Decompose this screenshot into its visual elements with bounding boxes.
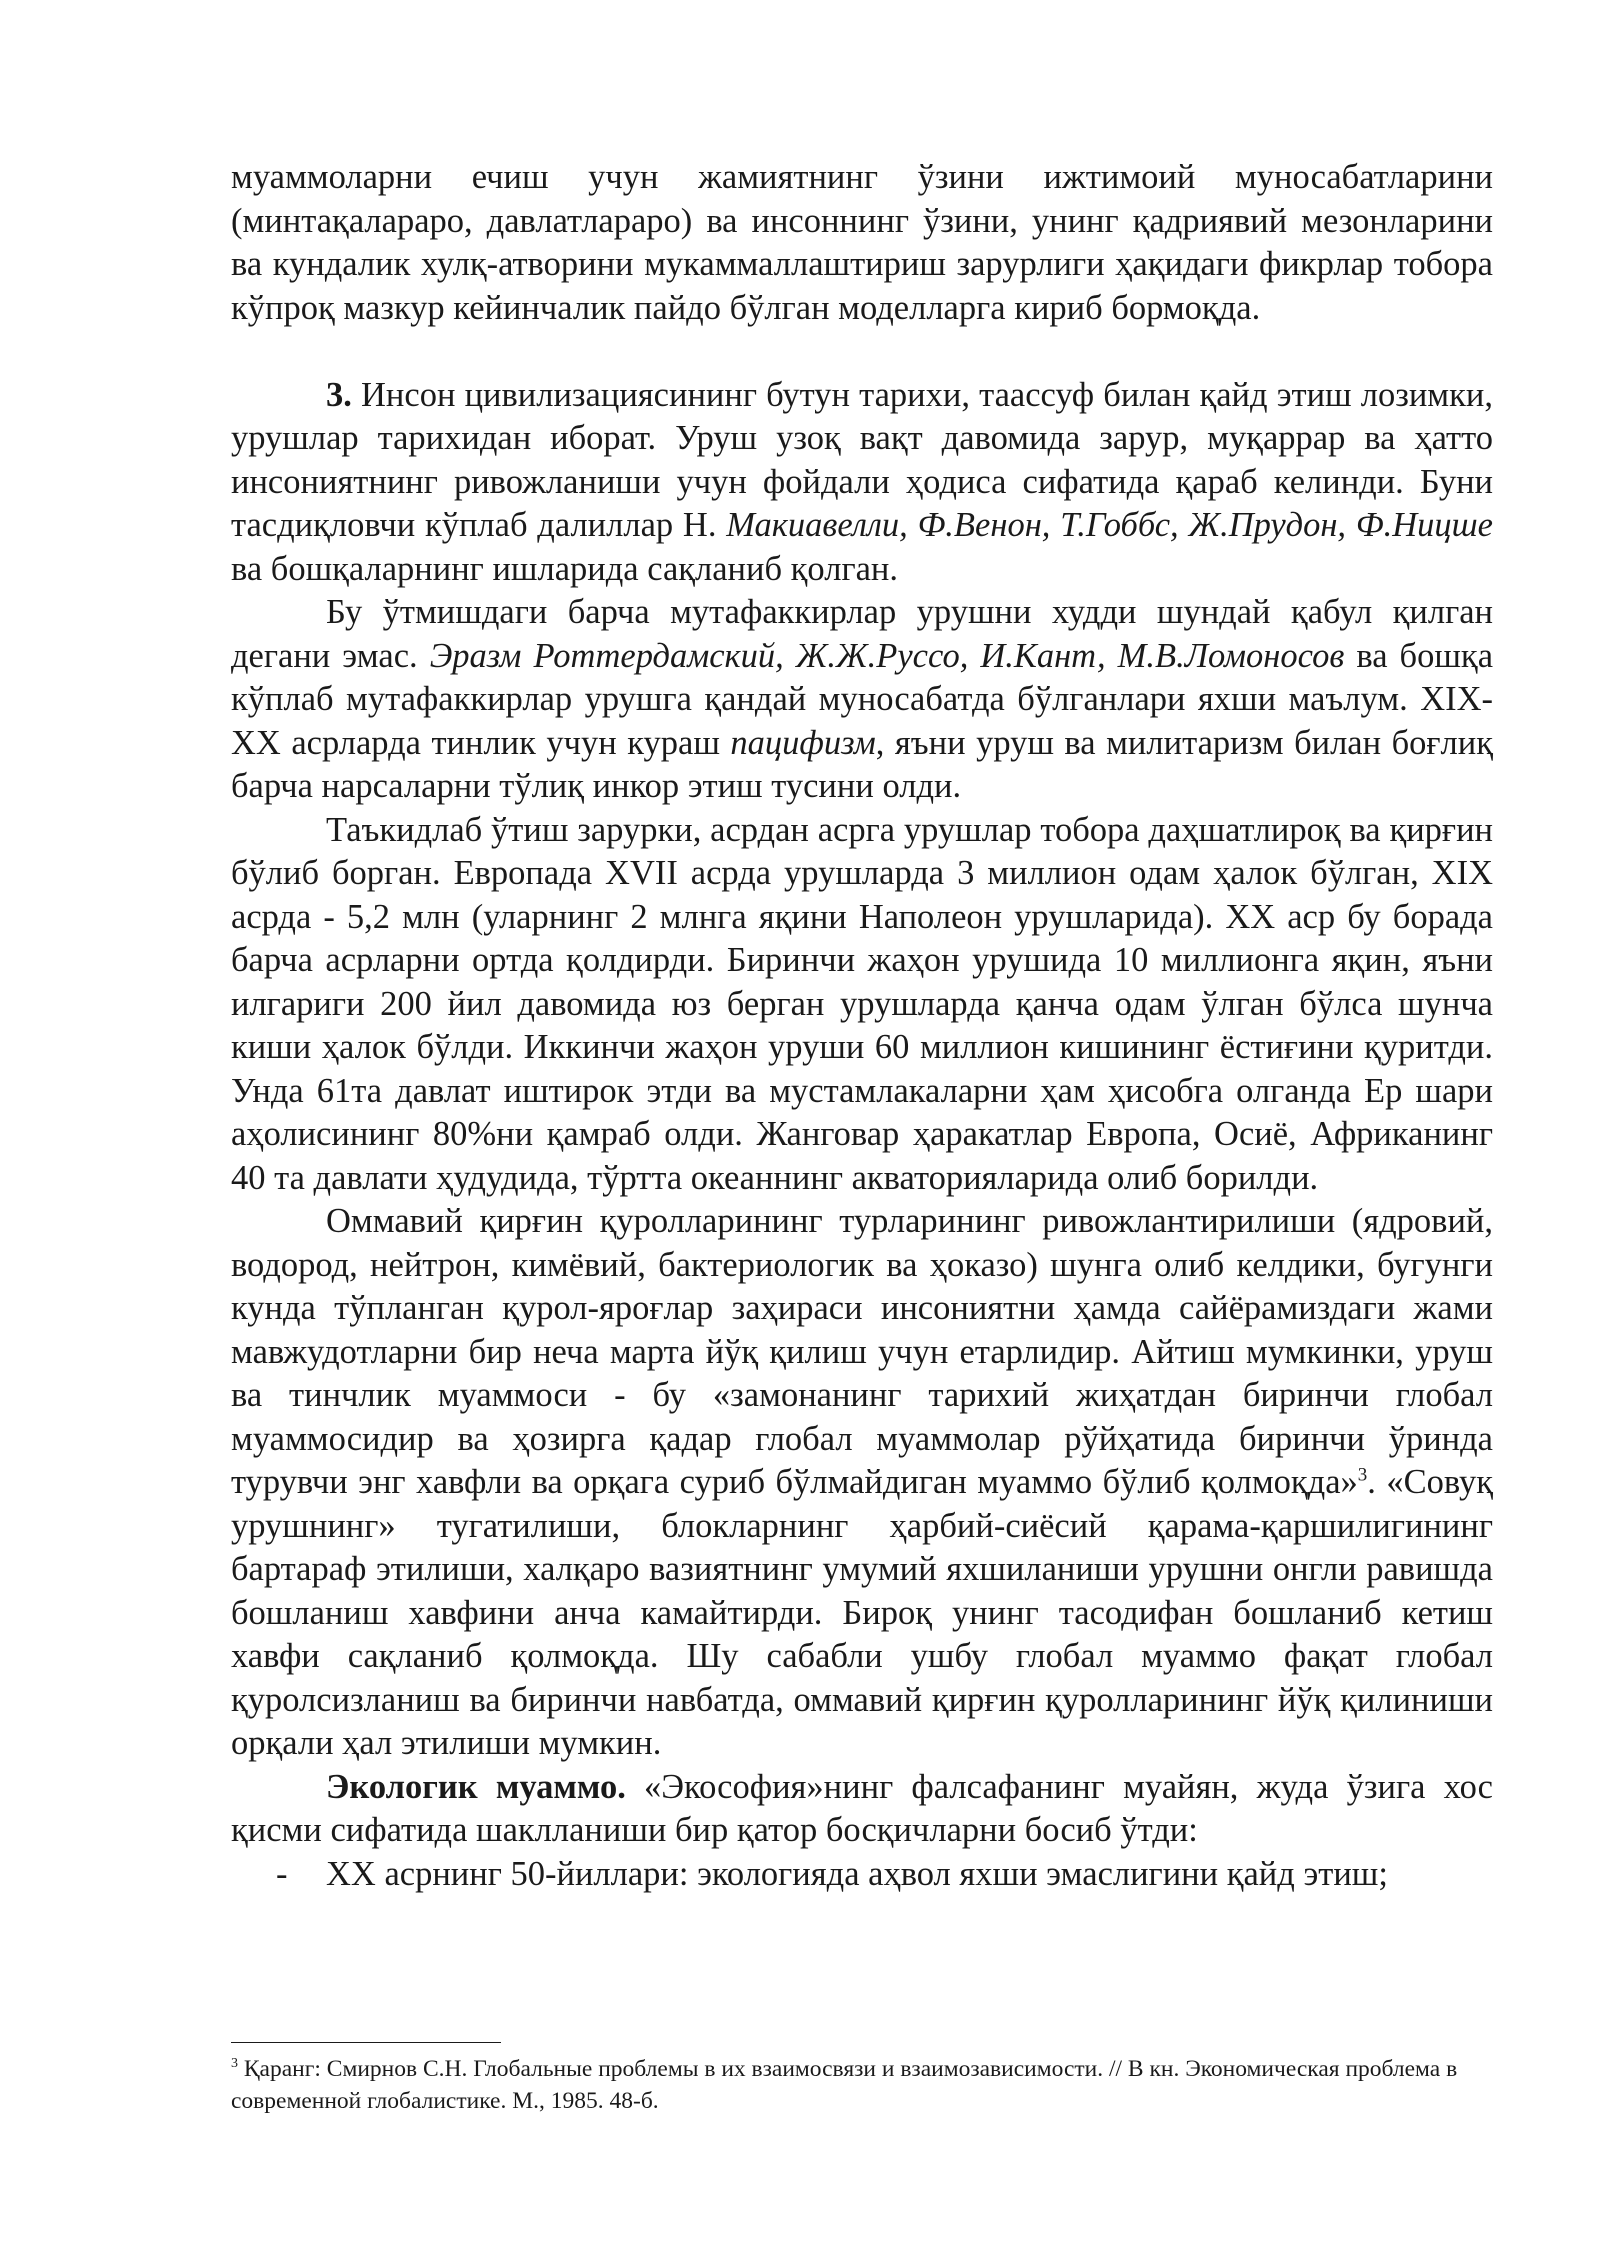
footnote-separator	[231, 2042, 501, 2043]
section-heading: Экологик муаммо.	[326, 1767, 626, 1806]
list-item: - XX асрнинг 50-йиллари: экологияда аҳвол яхши эмаслигини қайд этиш;	[231, 1853, 1493, 1897]
body-text	[231, 156, 1493, 1896]
footnote	[231, 2053, 1493, 2117]
paragraph-section-3: 3. Инсон цивилизациясининг бутун тарихи, таассуф билан қайд этиш лозимки, урушлар тарихидан иборат. Уруш узоқ вақт давомида зарур, муқаррар ва ҳатто инсониятнинг ривожланиши учун фойдали ҳодиса сифатида қараб келинди. Буни тасдиқловчи кўплаб далиллар Н. Макиавелли, Ф.Венон, Т.Гоббс, Ж.Прудон, Ф.Ницше ва бошқаларнинг ишларида сақланиб қолган.	[231, 375, 1493, 588]
footnote-number: 3	[231, 2056, 238, 2072]
paragraph-thinkers: Бу ўтмишдаги барча мутафаккирлар урушни худди шундай қабул қилган дегани эмас. Эразм Роттердамский, Ж.Ж.Руссо, И.Кант, М.В.Ломоносов ва бошқа кўплаб мутафаккирлар урушга қандай муносабатда бўлганлари яхши маълум. XIX-XX асрларда тинлик учун кураш пацифизм, яъни уруш ва милитаризм билан боғлиқ барча нарсаларни тўлиқ инкор этиш тусини олди.	[231, 593, 1494, 805]
list-dash: -	[276, 1854, 288, 1893]
paragraph-war-casualties: Таъкидлаб ўтиш зарурки, асрдан асрга урушлар тобора даҳшатлироқ ва қирғин бўлиб борган. Европада XVII асрда урушларда 3 миллион одам ҳалок бўлган, XIX асрда - 5,2 млн (уларнинг 2 млнга яқини Наполеон урушларида). XX аср бу борада барча асрларни ортда қолдирди. Биринчи жаҳон урушида 10 миллионга яқин, яъни илгариги 200 йил давомида юз берган урушларда қанча одам ўлган бўлса шунча киши ҳалок бўлди. Иккинчи жаҳон уруши 60 миллион кишининг ёстиғини қуритди. Унда 61та давлат иштирок этди ва мустамлакаларни ҳам ҳисобга олганда Ер шари аҳолисининг 80%ни қамраб олди. Жанговар ҳаракатлар Европа, Осиё, Африканинг 40 та давлати ҳудудида, тўртта океаннинг акваторияларида олиб борилди.	[231, 810, 1493, 1197]
footnote-text: Қаранг: Смирнов С.Н. Глобальные проблемы в их взаимосвязи и взаимозависимости. // В кн. Экономическая проблема в современной глобалистике. М., 1985. 48-б.	[231, 2056, 1458, 2114]
paragraph-intro: муаммоларни ечиш учун жамиятнинг ўзини ижтимоий муносабатларини (минтақалараро, давлатлараро) ва инсоннинг ўзини, унинг қадриявий мезонларини ва кундалик хулқ-атворини мукаммаллаштириш зарурлиги ҳақидаги фикрлар тобора кўпроқ мазкур кейинчалик пайдо бўлган моделларга кириб бормоқда.	[231, 158, 1493, 327]
italic-names: Макиавелли, Ф.Венон, Т.Гоббс, Ж.Прудон, Ф.Ницше	[726, 506, 1493, 544]
section-number: 3.	[326, 375, 352, 414]
paragraph-mass-destruction: Оммавий қирғин қуролларининг турларининг ривожлантирилиши (ядровий, водород, нейтрон, кимёвий, бактериологик ва ҳоказо) шунга олиб келдики, бугунги кунда тўпланган қурол-яроғлар заҳираси инсониятни ҳамда сайёрамиздаги жами мавжудотларни бир неча марта йўқ қилиш учун етарлидир. Айтиш мумкинки, уруш ва тинчлик муаммоси - бу «замонанинг тарихий жиҳатдан биринчи глобал муаммосидир ва ҳозирга қадар глобал муаммолар рўйҳатида биринчи ўринда турувчи энг хавфли ва орқага суриб бўлмайдиган муаммо бўлиб қолмоқда»$^3$. «Совуқ урушнинг» тугатилиши, блокларнинг ҳарбий-сиёсий қарама-қаршилигининг бартараф этилиши, халқаро вазиятнинг умумий яхшиланиши урушни онгли равишда бошланиш хавфини анча камайтирди. Бироқ унинг тасодифан бошланиб кетиш хавфи сақланиб қолмоқда. Шу сабабли ушбу глобал муаммо фақат глобал қуролсизланиш ва биринчи навбатда, оммавий қирғин қуролларининг йўқ қилиниши орқали ҳал этилиши мумкин.	[231, 1202, 1494, 1762]
paragraph-ecology: Экологик муаммо. «Экософия»нинг фалсафанинг муайян, жуда ўзига хос қисми сифатида шаклланиши бир қатор босқичларни босиб ўтди:	[231, 1767, 1493, 1849]
italic-names: Эразм Роттердамский, Ж.Ж.Руссо, И.Кант, М.В.Ломоносов	[429, 636, 1345, 675]
italic-term: пацифизм	[730, 723, 876, 762]
footnote-reference[interactable]: 3	[1357, 1464, 1368, 1486]
